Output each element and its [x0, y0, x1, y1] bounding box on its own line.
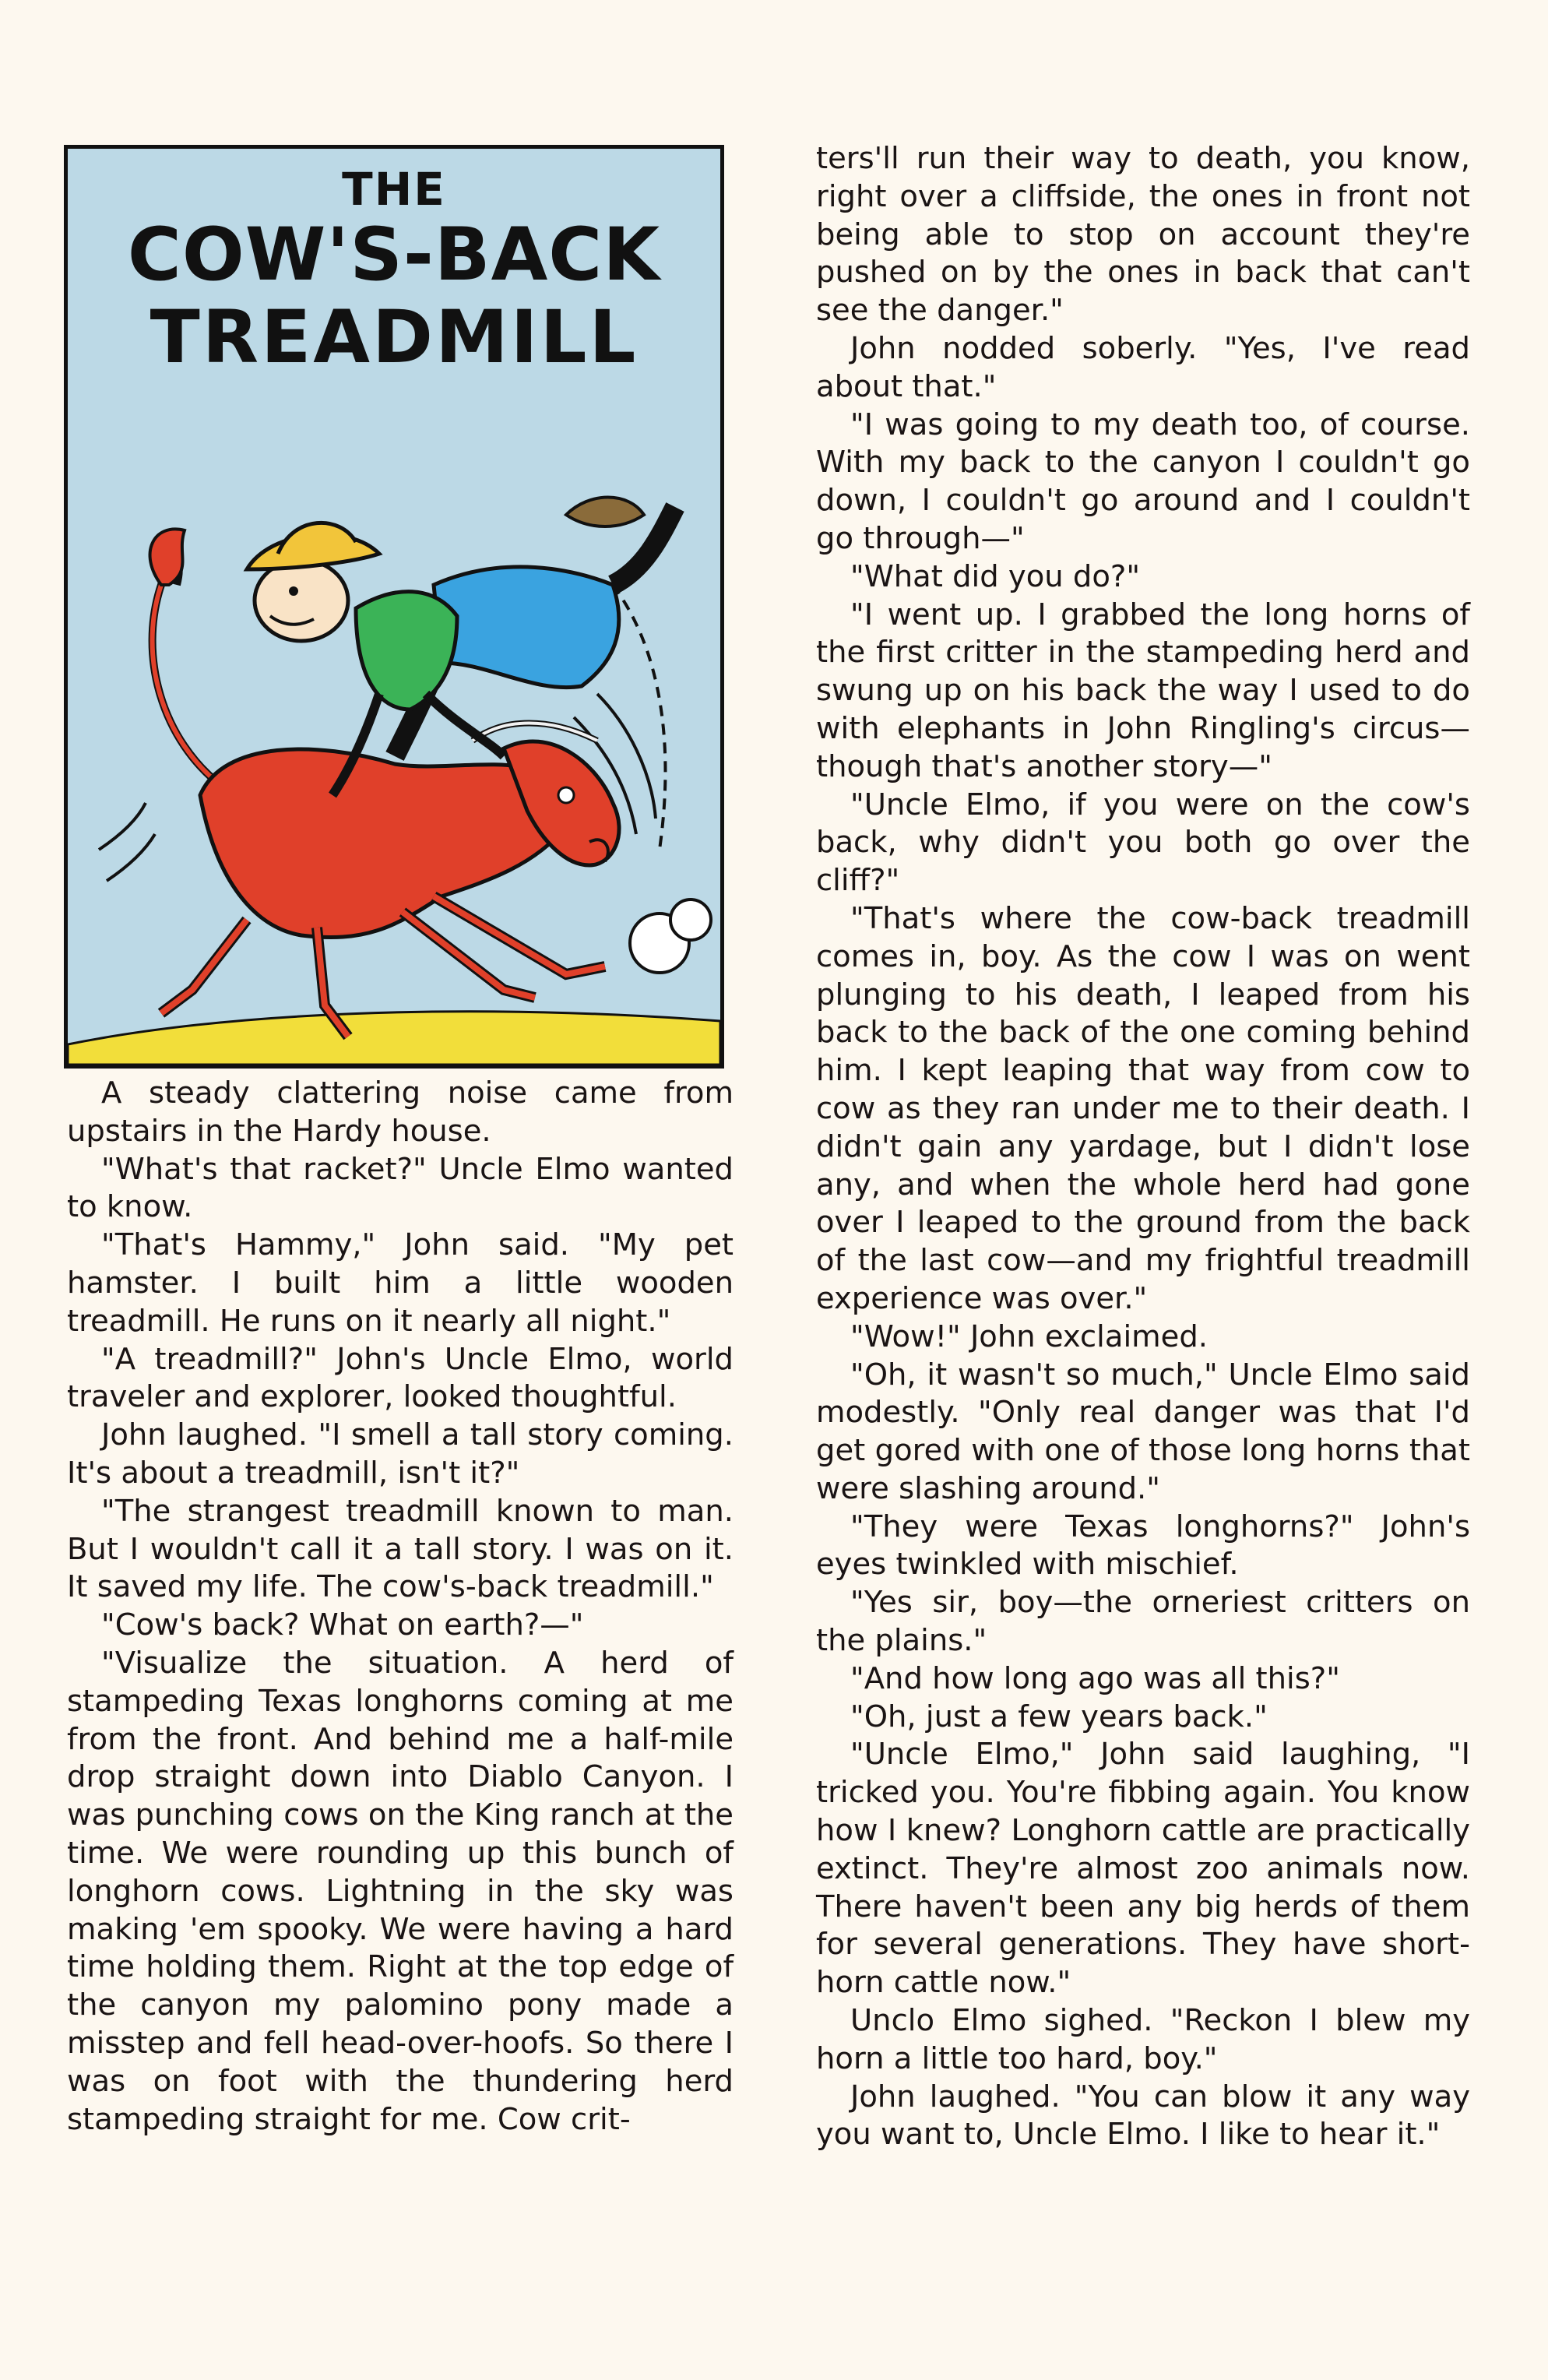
paragraph: John laughed. "I smell a tall story coming. It's about a treadmill, isn't it?"	[67, 1417, 734, 1491]
paragraph: "A treadmill?" John's Uncle Elmo, world traveler and explorer, looked thoughtful.	[67, 1341, 734, 1415]
paragraph: "What did you do?"	[850, 558, 1141, 594]
paragraph: "They were Texas longhorns?" John's eyes twinkled with mischief.	[816, 1509, 1470, 1583]
title-line-cows-back: COW'S-BACK	[127, 213, 661, 298]
left-text-column	[67, 1075, 734, 2139]
paragraph: "I was going to my death too, of course. With my back to the canyon I couldn't go down, I couldn't go around and I couldn't go through—"	[816, 407, 1470, 556]
paragraph: "I went up. I grabbed the long horns of the first critter in the stampeding herd and swung up on his back the way I used to do with elephants in John Ringling's circus—though that's another story—"	[816, 597, 1470, 784]
paragraph: ters'll run their way to death, you know, right over a cliffside, the ones in front not being able to stop on account they're pushed on by the ones in back that can't see the danger."	[816, 141, 1470, 329]
paragraph: "Yes sir, boy—the orneriest critters on the plains."	[816, 1585, 1470, 1659]
paragraph: "The strangest treadmill known to man. But I wouldn't call it a tall story. I was on it. It saved my life. The cow's-back treadmill."	[67, 1493, 734, 1605]
paragraph: "Uncle Elmo," John said laughing, "I tricked you. You're fibbing again. You know how I knew? Longhorn cattle are practically extinct. They're almost zoo animals now. There haven't been any big herds of them for several generations. They have short-horn cattle now."	[816, 1737, 1470, 2001]
paragraph: A steady clattering noise came from upstairs in the Hardy house.	[67, 1076, 734, 1149]
paragraph: John laughed. "You can blow it any way you want to, Uncle Elmo. I like to hear it."	[816, 2079, 1470, 2153]
paragraph: "That's where the cow-back treadmill comes in, boy. As the cow I was on went plunging to his death, I leaped from his back to the back of the one coming behind him. I kept leaping that way from cow to cow as they ran under me to their death. I didn't gain any yardage, but I didn't lose any, and when the whole herd had gone over I leaped to the ground from the back of the last cow—and my frightful treadmill experience was over."	[816, 900, 1470, 1316]
story-illustration-panel	[64, 145, 724, 1069]
paragraph: "Oh, it wasn't so much," Uncle Elmo said modestly. "Only real danger was that I'd get gored with one of those long horns that were slashing around."	[816, 1357, 1470, 1506]
paragraph: "Uncle Elmo, if you were on the cow's back, why didn't you both go over the cliff?"	[816, 787, 1470, 899]
paragraph: "Visualize the situation. A herd of stampeding Texas longhorns coming at me from the front. And behind me a half-mile drop straight down into Diablo Canyon. I was punching cows on the King ranch at the time. We were rounding up this bunch of longhorn cows. Lightning in the sky was making 'em spooky. We were having a hard time holding them. Right at the top edge of the canyon my palomino pony made a misstep and fell head-over-hoofs. So there I was on foot with the thundering herd stampeding straight for me. Cow crit-	[67, 1645, 734, 2137]
paragraph: Unclo Elmo sighed. "Reckon I blew my horn a little too hard, boy."	[816, 2003, 1470, 2076]
paragraph: John nodded soberly. "Yes, I've read about that."	[816, 330, 1470, 404]
paragraph: "And how long ago was all this?"	[850, 1660, 1340, 1696]
title-line-treadmill: TREADMILL	[150, 295, 639, 380]
paragraph: "Wow!" John exclaimed.	[850, 1319, 1208, 1354]
paragraph: "What's that racket?" Uncle Elmo wanted to know.	[67, 1151, 734, 1225]
paragraph: "That's Hammy," John said. "My pet hamster. I built him a little wooden treadmill. He runs on it nearly all night."	[67, 1227, 734, 1339]
title-line-the: THE	[342, 163, 446, 216]
right-text-column	[816, 140, 1470, 2154]
paragraph: "Cow's back? What on earth?—"	[101, 1607, 584, 1643]
paragraph: "Oh, just a few years back."	[850, 1699, 1268, 1734]
